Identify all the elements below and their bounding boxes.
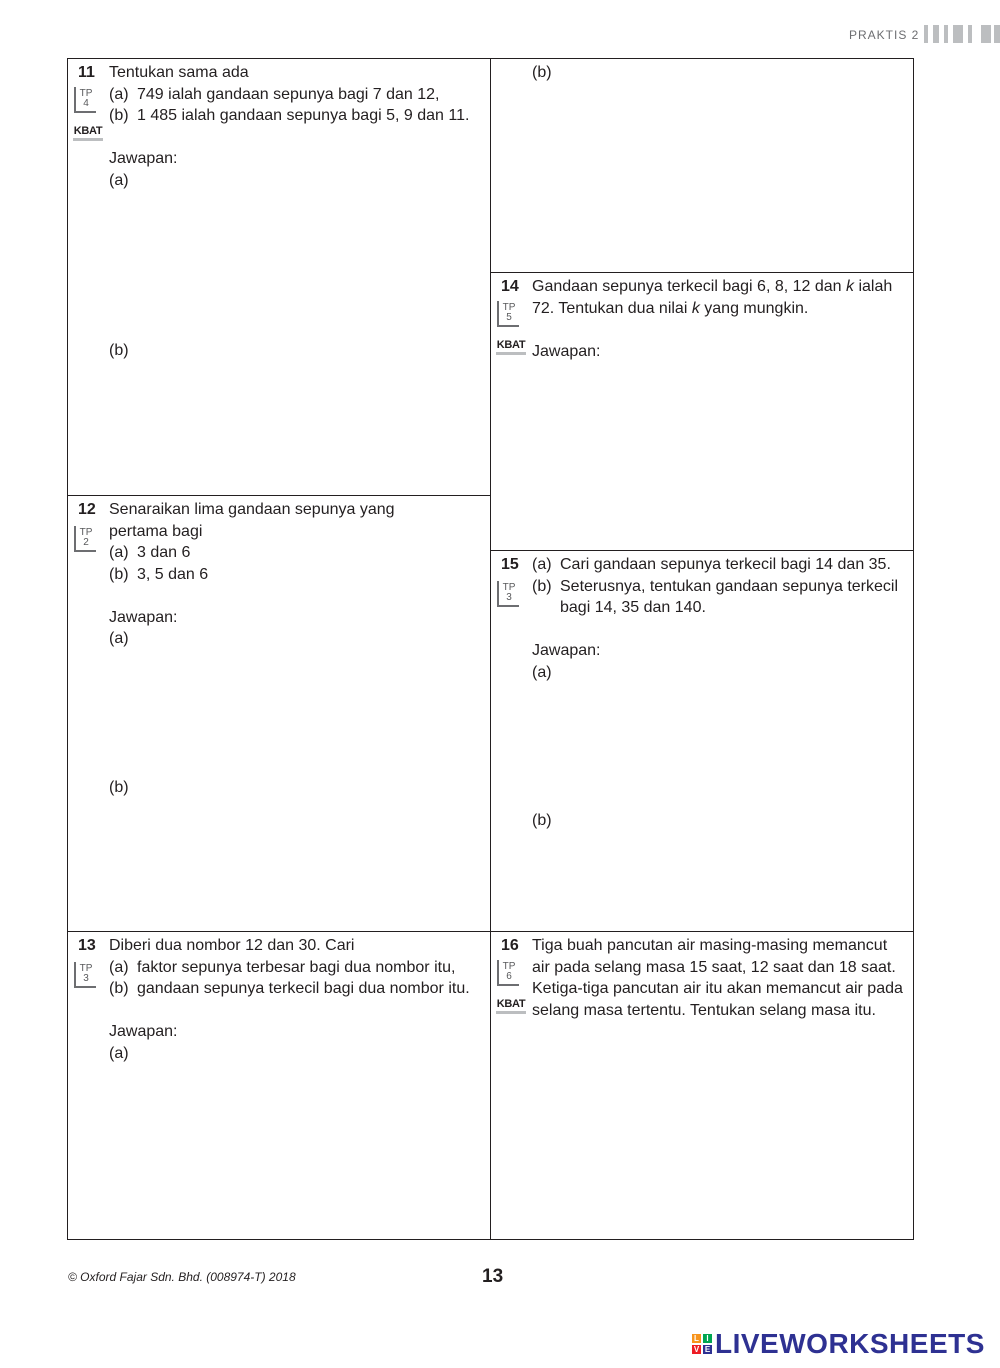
answer-label: Jawapan:: [532, 342, 601, 360]
liveworksheets-logo[interactable]: [692, 1328, 985, 1360]
question-number: 16: [501, 937, 519, 954]
header-bar: [924, 25, 928, 43]
question-12-cell: [67, 495, 491, 932]
logo-mark: [692, 1334, 712, 1354]
question-text: [532, 554, 904, 683]
item-text: faktor sepunya terbesar bagi dua nombor itu,: [137, 958, 456, 976]
question-text: [109, 499, 445, 650]
tp-level: 3: [506, 592, 512, 603]
statement-part: yang mungkin.: [699, 299, 809, 317]
item-text: 1 485 ialah gandaan sepunya bagi 5, 9 dan 11.: [137, 107, 470, 124]
tp-label: TP: [79, 963, 93, 974]
question-statement: Tiga buah pancutan air masing-masing memancut air pada selang masa 15 saat, 12 saat dan 18 saat. Ketiga-tiga pancutan air itu akan memancut air pada selang masa tertentu. Tentukan selang masa itu.: [532, 937, 903, 1019]
tp-level: 6: [506, 971, 512, 982]
tp-label: TP: [79, 88, 93, 99]
header-bar: [944, 25, 948, 43]
logo-letter: I: [703, 1334, 712, 1343]
answer-label: Jawapan:: [109, 150, 178, 167]
logo-letter: V: [693, 1345, 700, 1354]
question-number: 13: [78, 937, 96, 954]
answer-label: Jawapan:: [109, 1023, 178, 1040]
question-11-cell: [67, 58, 491, 496]
tp-level: 5: [506, 312, 512, 323]
header-bar: [933, 25, 939, 43]
question-number: 15: [501, 556, 519, 573]
question-intro: Tentukan sama ada: [109, 64, 249, 81]
answer-label: Jawapan:: [109, 608, 178, 626]
answer-part-a: (a): [109, 171, 129, 189]
item-text: gandaan sepunya terkecil bagi dua nombor itu.: [137, 980, 470, 997]
item-label: (a): [532, 556, 552, 573]
logo-letter: E: [704, 1345, 711, 1354]
question-number: 11: [78, 64, 95, 81]
item-label: (a): [109, 544, 129, 561]
kbat-badge: KBAT: [73, 125, 103, 141]
header-label: PRAKTIS 2: [849, 28, 920, 42]
question-13-cell: [67, 931, 491, 1240]
answer-part-a: (a): [109, 1044, 129, 1062]
question-text: [109, 935, 483, 1064]
statement-part: ialah 72. Tentukan dua nilai: [532, 278, 893, 317]
question-text: [109, 62, 483, 191]
logo-letter: L: [692, 1334, 701, 1343]
tp-level-badge: [497, 581, 519, 607]
tp-level-badge: [74, 962, 96, 988]
copyright-notice: © Oxford Fajar Sdn. Bhd. (008974-T) 2018: [68, 1270, 296, 1284]
question-item: [109, 542, 445, 564]
variable-k: k: [846, 278, 854, 295]
item-label: (b): [109, 107, 129, 124]
header-bar: [953, 25, 963, 43]
question-statement: [532, 276, 904, 319]
statement-part: Gandaan sepunya terkecil bagi 6, 8, 12 dan: [532, 278, 846, 295]
question-text: [532, 276, 904, 362]
tp-label: TP: [502, 582, 516, 593]
tp-label: TP: [502, 961, 516, 972]
question-text: [532, 935, 906, 1021]
variable-k: k: [691, 299, 700, 317]
question-16-cell: [490, 931, 914, 1240]
tp-level: 3: [83, 973, 89, 984]
tp-level: 2: [83, 537, 89, 548]
question-item: [109, 978, 483, 1000]
logo-text: LIVEWORKSHEETS: [715, 1328, 985, 1359]
item-text: 3, 5 dan 6: [137, 565, 209, 583]
kbat-badge: KBAT: [496, 998, 526, 1014]
tp-level-badge: [497, 301, 519, 327]
question-number: 14: [501, 278, 519, 295]
answer-part-b: (b): [109, 342, 129, 359]
tp-level-badge: [74, 526, 96, 552]
item-label: (b): [109, 565, 129, 583]
item-text: 3 dan 6: [137, 544, 191, 561]
header-bar: [981, 25, 991, 43]
answer-part-b: (b): [109, 779, 129, 796]
page-number: 13: [482, 1266, 504, 1287]
tp-level-badge: [74, 87, 96, 113]
answer-part-a: (a): [532, 663, 552, 681]
answer-part-b: (b): [532, 64, 552, 81]
question-intro: Senaraikan lima gandaan sepunya yang pertama bagi: [109, 501, 395, 540]
item-text: Seterusnya, tentukan gandaan sepunya terkecil bagi 14, 35 dan 140.: [560, 577, 899, 616]
question-item: [532, 554, 904, 576]
answer-part-b: (b): [532, 812, 552, 829]
tp-level-badge: [497, 960, 519, 986]
kbat-badge: KBAT: [496, 339, 526, 355]
tp-label: TP: [79, 527, 93, 538]
answer-label: Jawapan:: [532, 642, 601, 659]
item-label: (a): [109, 958, 129, 976]
tp-label: TP: [502, 302, 516, 313]
question-intro: Diberi dua nombor 12 dan 30. Cari: [109, 937, 355, 954]
item-label: (a): [109, 85, 129, 103]
question-item: [109, 105, 483, 127]
question-15-cell: [490, 550, 914, 932]
question-number: 12: [78, 501, 96, 518]
item-label: (b): [109, 980, 129, 997]
answer-part-a: (a): [109, 630, 129, 647]
item-label: (b): [532, 577, 552, 595]
header-bar: [968, 25, 972, 43]
question-item: [109, 84, 483, 106]
header-bar: [994, 25, 1000, 43]
tp-level: 4: [83, 98, 89, 109]
item-text: 749 ialah gandaan sepunya bagi 7 dan 12,: [137, 85, 440, 103]
question-item: [532, 576, 904, 619]
question-item: [109, 564, 445, 586]
question-14-cell: [490, 272, 914, 551]
question-item: [109, 957, 483, 979]
header-bars: [924, 25, 1000, 43]
question-11-continued-cell: [490, 58, 914, 273]
item-text: Cari gandaan sepunya terkecil bagi 14 dan 35.: [560, 556, 891, 573]
